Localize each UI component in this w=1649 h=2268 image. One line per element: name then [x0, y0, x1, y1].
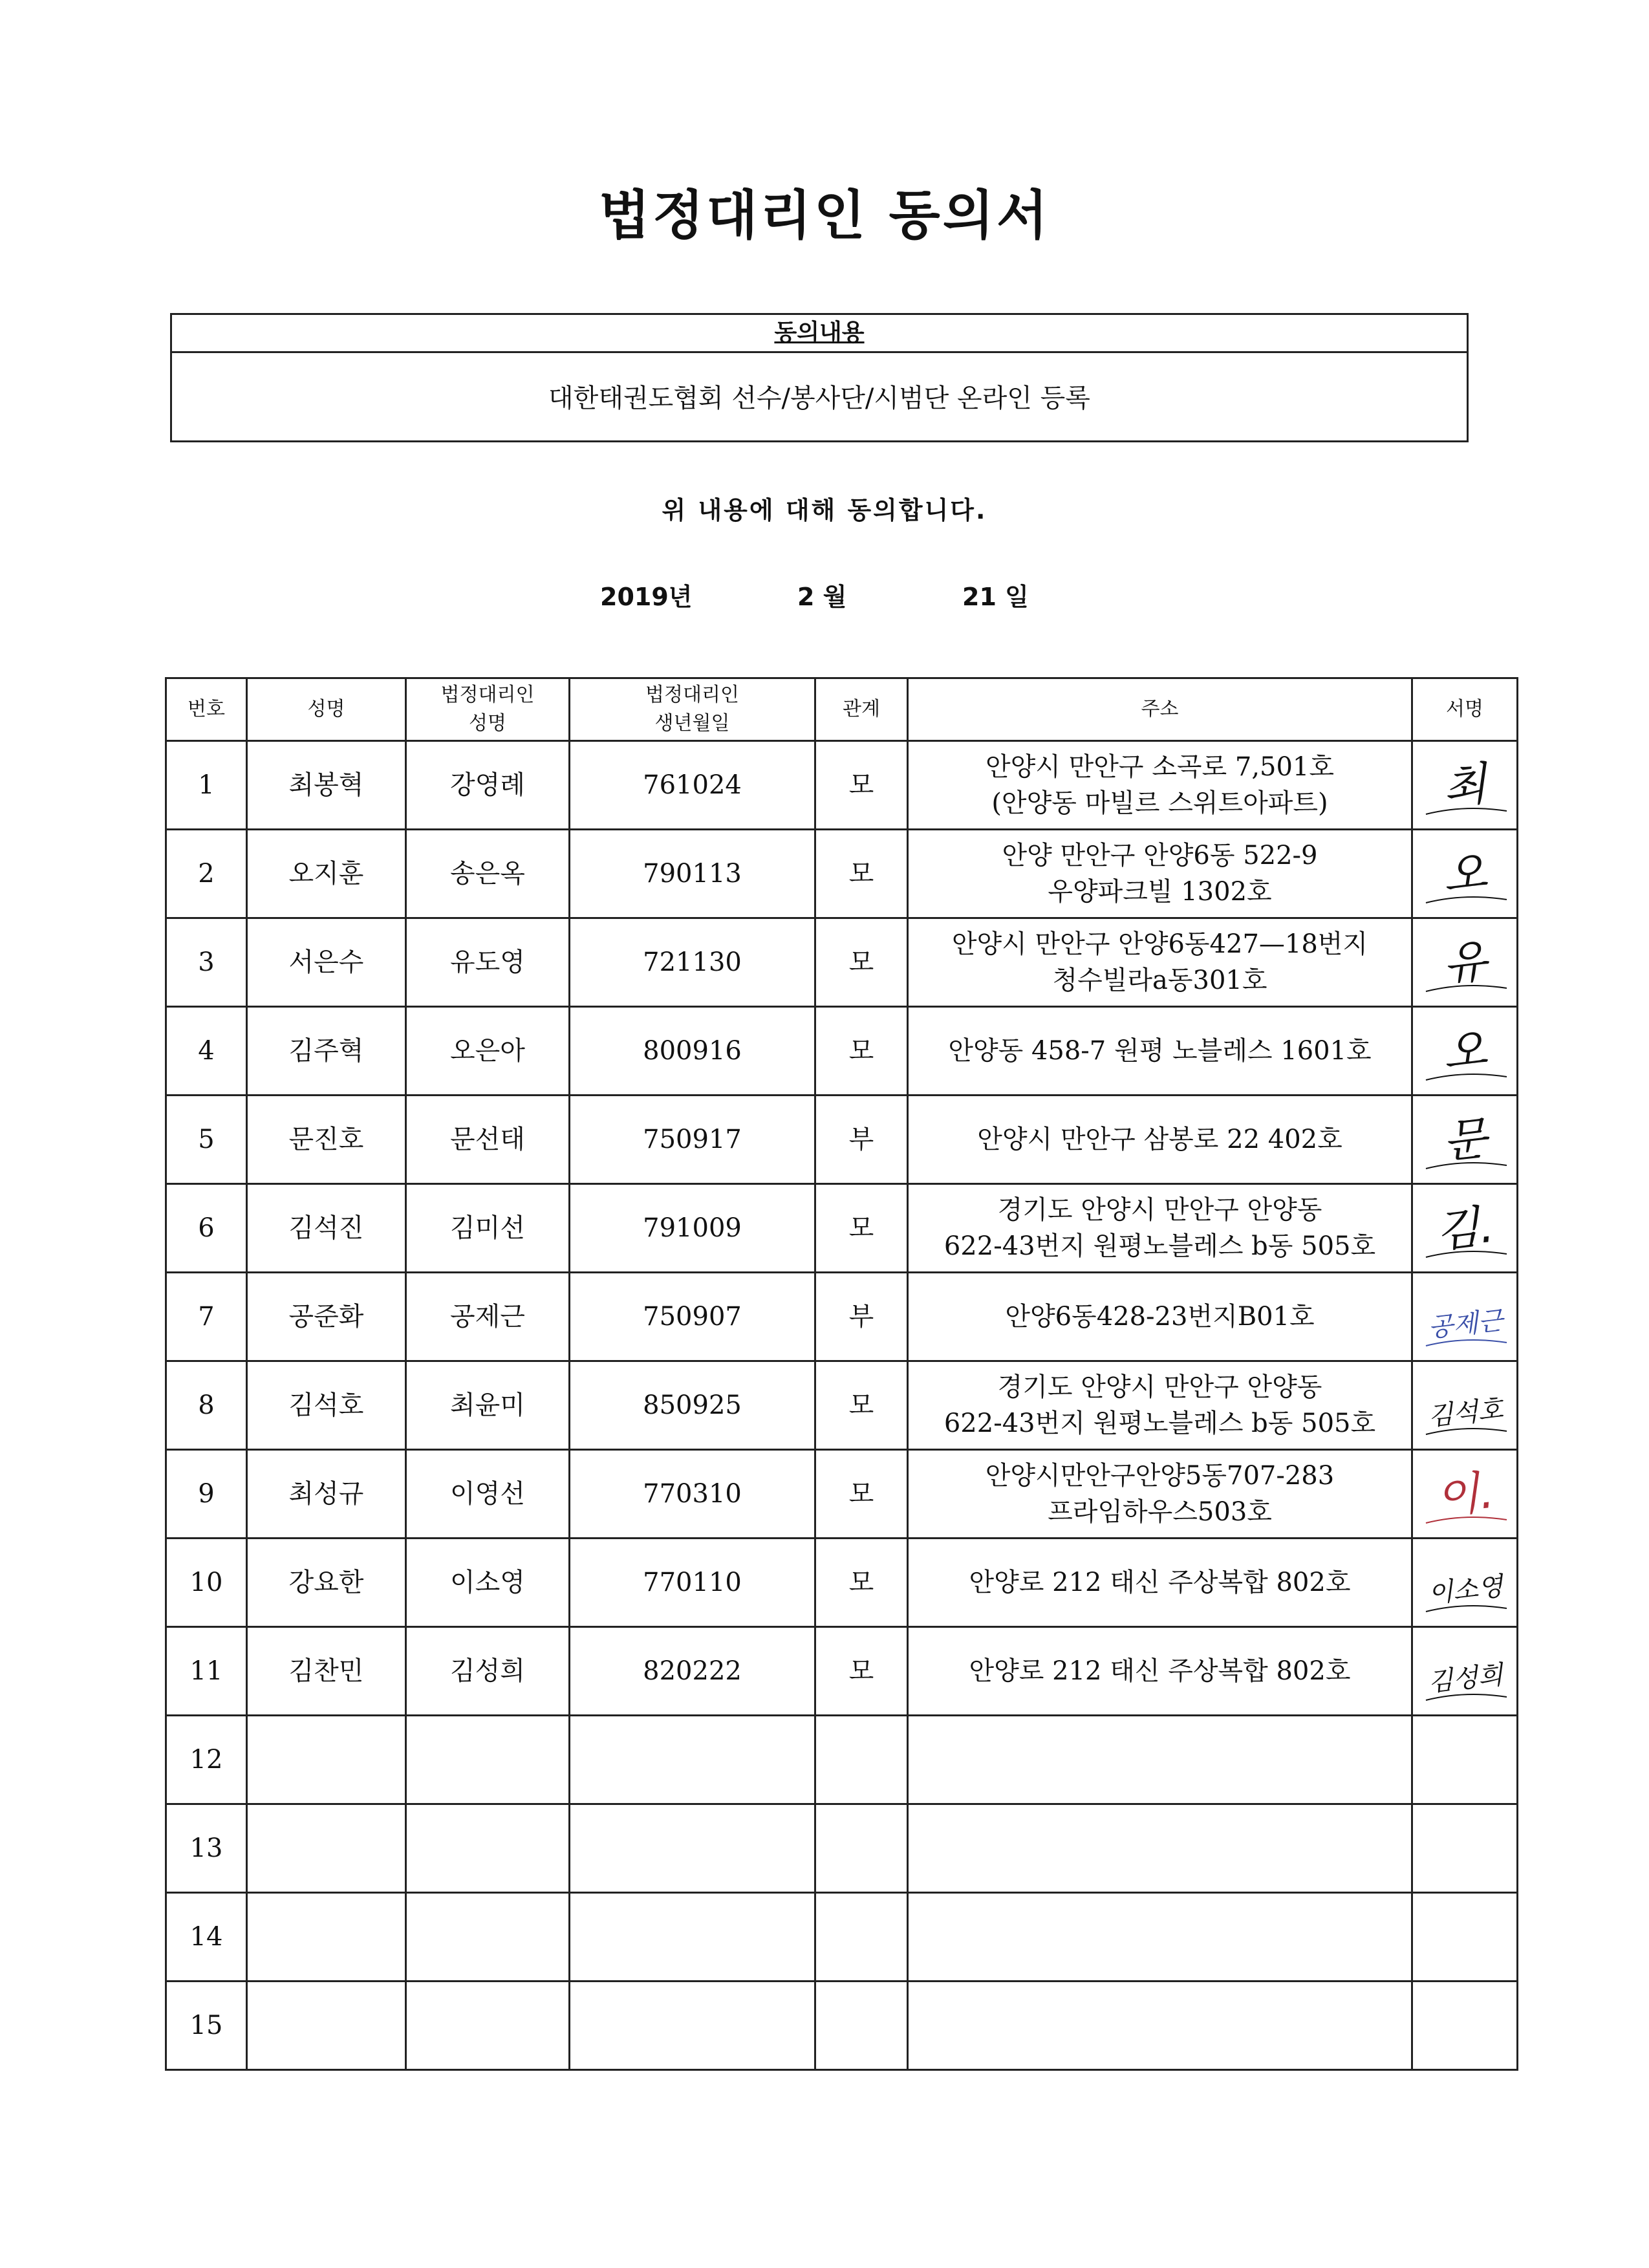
cell-guardian-birth	[570, 1716, 815, 1804]
cell-relation: 모	[815, 741, 908, 830]
agreement-statement: 위 내용에 대해 동의합니다.	[662, 496, 987, 524]
cell-no: 9	[166, 1450, 247, 1539]
svg-text:문: 문	[1440, 1111, 1490, 1169]
cell-signature	[1412, 1804, 1518, 1893]
cell-guardian-birth	[570, 1804, 815, 1893]
svg-text:김성희: 김성희	[1427, 1660, 1505, 1698]
cell-relation	[815, 1716, 908, 1804]
cell-signature	[1412, 1361, 1518, 1450]
cell-guardian-name: 송은옥	[406, 830, 570, 918]
handwritten-signature	[1413, 1452, 1516, 1536]
cell-guardian-name: 오은아	[406, 1007, 570, 1096]
cell-no: 14	[166, 1893, 247, 1982]
cell-address	[908, 918, 1412, 1007]
table-row	[166, 1982, 1518, 2070]
cell-guardian-name: 김성희	[406, 1627, 570, 1716]
address-line: 프라임하우스503호	[1048, 1497, 1272, 1527]
consent-body: 대한태권도협회 선수/봉사단/시범단 온라인 등록	[548, 383, 1090, 413]
cell-signature	[1412, 1184, 1518, 1273]
table-row	[166, 1007, 1518, 1096]
cell-address	[908, 1982, 1412, 2070]
handwritten-signature	[1413, 1186, 1516, 1270]
handwritten-signature	[1413, 1275, 1516, 1359]
cell-guardian-name: 이소영	[406, 1539, 570, 1627]
cell-address	[908, 1184, 1412, 1273]
header-address: 주소	[908, 678, 1412, 741]
cell-guardian-birth: 761024	[570, 741, 815, 830]
address-line: 우양파크빌 1302호	[1048, 877, 1272, 907]
table-row	[166, 830, 1518, 918]
cell-signature	[1412, 741, 1518, 830]
cell-no: 4	[166, 1007, 247, 1096]
cell-guardian-name: 김미선	[406, 1184, 570, 1273]
cell-no: 10	[166, 1539, 247, 1627]
cell-no: 6	[166, 1184, 247, 1273]
address-line: 안양6동428-23번지B01호	[1005, 1302, 1315, 1332]
cell-name: 오지훈	[247, 830, 406, 918]
document-title: 법정대리인 동의서	[598, 185, 1051, 246]
cell-no: 12	[166, 1716, 247, 1804]
cell-signature	[1412, 1273, 1518, 1361]
address-line: 안양 만안구 안양6동 522-9	[1002, 841, 1318, 870]
cell-name: 공준화	[247, 1273, 406, 1361]
svg-text:유: 유	[1440, 934, 1490, 992]
cell-signature	[1412, 1893, 1518, 1982]
cell-guardian-birth	[570, 1893, 815, 1982]
svg-text:최: 최	[1440, 757, 1490, 815]
svg-text:김.: 김.	[1433, 1199, 1497, 1258]
cell-relation	[815, 1804, 908, 1893]
address-line: 안양로 212 태신 주상복합 802호	[969, 1568, 1351, 1597]
handwritten-signature	[1413, 1097, 1516, 1182]
cell-address	[908, 1804, 1412, 1893]
cell-signature	[1412, 1007, 1518, 1096]
table-row	[166, 1716, 1518, 1804]
address-line: 안양시 만안구 소곡로 7,501호	[985, 752, 1335, 782]
address-line: 안양시 만안구 삼봉로 22 402호	[977, 1125, 1342, 1154]
cell-relation: 부	[815, 1096, 908, 1184]
cell-address	[908, 1716, 1412, 1804]
address-line: 안양시만안구안양5동707-283	[985, 1461, 1335, 1491]
table-row	[166, 1450, 1518, 1539]
address-line: 622-43번지 원평노블레스 b동 505호	[943, 1409, 1376, 1438]
cell-relation: 모	[815, 1007, 908, 1096]
svg-text:이소영: 이소영	[1427, 1571, 1505, 1609]
cell-signature	[1412, 1450, 1518, 1539]
cell-no: 5	[166, 1096, 247, 1184]
address-line: 경기도 안양시 만안구 안양동	[997, 1195, 1322, 1225]
header-guardian-birth-line2: 생년월일	[654, 712, 730, 735]
header-guardian-name-line2: 성명	[469, 712, 506, 735]
cell-guardian-name	[406, 1982, 570, 2070]
header-guardian-name-line1: 법정대리인	[440, 684, 535, 706]
cell-address	[908, 1096, 1412, 1184]
table-row	[166, 918, 1518, 1007]
cell-name: 김석진	[247, 1184, 406, 1273]
cell-guardian-birth: 820222	[570, 1627, 815, 1716]
header-guardian-birth-line1: 법정대리인	[645, 684, 739, 706]
cell-guardian-birth: 750907	[570, 1273, 815, 1361]
table-row	[166, 741, 1518, 830]
date-year: 2019년	[600, 583, 693, 611]
header-name: 성명	[247, 678, 406, 741]
cell-name	[247, 1716, 406, 1804]
cell-address	[908, 1627, 1412, 1716]
table-row	[166, 1539, 1518, 1627]
cell-signature	[1412, 1716, 1518, 1804]
header-guardian-name	[406, 678, 570, 741]
address-line: (안양동 마빌르 스위트아파트)	[991, 788, 1328, 818]
table-row	[166, 1804, 1518, 1893]
cell-no: 7	[166, 1273, 247, 1361]
cell-signature	[1412, 1096, 1518, 1184]
cell-name	[247, 1893, 406, 1982]
cell-name	[247, 1982, 406, 2070]
handwritten-signature	[1413, 1009, 1516, 1093]
cell-relation: 모	[815, 830, 908, 918]
address-line: 622-43번지 원평노블레스 b동 505호	[943, 1231, 1376, 1261]
svg-text:오: 오	[1440, 845, 1490, 903]
cell-name: 강요한	[247, 1539, 406, 1627]
cell-guardian-name: 유도영	[406, 918, 570, 1007]
cell-address	[908, 1450, 1412, 1539]
cell-address	[908, 741, 1412, 830]
cell-address	[908, 1893, 1412, 1982]
cell-guardian-birth: 850925	[570, 1361, 815, 1450]
cell-signature	[1412, 1627, 1518, 1716]
handwritten-signature	[1413, 832, 1516, 916]
cell-name: 김주혁	[247, 1007, 406, 1096]
cell-address	[908, 1007, 1412, 1096]
date-day: 21 일	[962, 583, 1029, 611]
cell-guardian-birth: 750917	[570, 1096, 815, 1184]
handwritten-signature	[1413, 1540, 1516, 1625]
cell-guardian-birth: 800916	[570, 1007, 815, 1096]
cell-guardian-birth: 791009	[570, 1184, 815, 1273]
cell-no: 13	[166, 1804, 247, 1893]
svg-text:공제근: 공제근	[1427, 1306, 1505, 1343]
date-month: 2 월	[797, 583, 847, 611]
cell-address	[908, 830, 1412, 918]
cell-relation: 부	[815, 1273, 908, 1361]
cell-guardian-birth: 770110	[570, 1539, 815, 1627]
cell-no: 2	[166, 830, 247, 918]
cell-name	[247, 1804, 406, 1893]
header-no: 번호	[166, 678, 247, 741]
cell-guardian-name: 최윤미	[406, 1361, 570, 1450]
cell-guardian-birth: 721130	[570, 918, 815, 1007]
address-line: 안양로 212 태신 주상복합 802호	[969, 1656, 1351, 1686]
guardian-table	[165, 677, 1518, 2071]
cell-relation	[815, 1982, 908, 2070]
consent-header-label: 동의내용	[774, 319, 865, 346]
cell-no: 8	[166, 1361, 247, 1450]
table-header-row	[166, 678, 1518, 741]
cell-address	[908, 1273, 1412, 1361]
svg-text:김석호: 김석호	[1427, 1394, 1505, 1432]
cell-relation: 모	[815, 1539, 908, 1627]
svg-text:오: 오	[1440, 1022, 1490, 1081]
cell-guardian-name	[406, 1716, 570, 1804]
header-relation: 관계	[815, 678, 908, 741]
address-line: 경기도 안양시 만안구 안양동	[997, 1372, 1322, 1402]
cell-no: 3	[166, 918, 247, 1007]
cell-name: 김석호	[247, 1361, 406, 1450]
cell-relation: 모	[815, 1627, 908, 1716]
cell-name: 서은수	[247, 918, 406, 1007]
header-signature: 서명	[1412, 678, 1518, 741]
cell-signature	[1412, 1539, 1518, 1627]
consent-box	[170, 313, 1469, 442]
header-guardian-birth	[570, 678, 815, 741]
cell-signature	[1412, 918, 1518, 1007]
cell-address	[908, 1361, 1412, 1450]
cell-guardian-name	[406, 1804, 570, 1893]
table-row	[166, 1184, 1518, 1273]
cell-guardian-birth	[570, 1982, 815, 2070]
cell-guardian-name: 이영선	[406, 1450, 570, 1539]
address-line: 청수빌라a동301호	[1052, 966, 1267, 995]
cell-no: 1	[166, 741, 247, 830]
cell-signature	[1412, 1982, 1518, 2070]
table-row	[166, 1627, 1518, 1716]
cell-guardian-name	[406, 1893, 570, 1982]
cell-guardian-birth: 770310	[570, 1450, 815, 1539]
cell-name: 김찬민	[247, 1627, 406, 1716]
table-row	[166, 1096, 1518, 1184]
handwritten-signature	[1413, 1629, 1516, 1713]
cell-relation: 모	[815, 1184, 908, 1273]
svg-text:이.: 이.	[1433, 1465, 1497, 1524]
cell-guardian-name: 문선태	[406, 1096, 570, 1184]
cell-relation: 모	[815, 1361, 908, 1450]
cell-relation: 모	[815, 1450, 908, 1539]
handwritten-signature	[1413, 1363, 1516, 1447]
address-line: 안양시 만안구 안양6동427—18번지	[951, 929, 1368, 959]
cell-guardian-name: 공제근	[406, 1273, 570, 1361]
cell-address	[908, 1539, 1412, 1627]
address-line: 안양동 458-7 원평 노블레스 1601호	[948, 1036, 1372, 1066]
cell-no: 15	[166, 1982, 247, 2070]
cell-name: 문진호	[247, 1096, 406, 1184]
consent-header	[172, 315, 1467, 353]
table-row	[166, 1893, 1518, 1982]
cell-name: 최성규	[247, 1450, 406, 1539]
cell-signature	[1412, 830, 1518, 918]
date-line	[600, 577, 1053, 616]
cell-name: 최봉혁	[247, 741, 406, 830]
cell-relation	[815, 1893, 908, 1982]
table-row	[166, 1273, 1518, 1361]
cell-guardian-name: 강영례	[406, 741, 570, 830]
cell-no: 11	[166, 1627, 247, 1716]
table-row	[166, 1361, 1518, 1450]
cell-relation: 모	[815, 918, 908, 1007]
handwritten-signature	[1413, 743, 1516, 827]
cell-guardian-birth: 790113	[570, 830, 815, 918]
handwritten-signature	[1413, 920, 1516, 1004]
